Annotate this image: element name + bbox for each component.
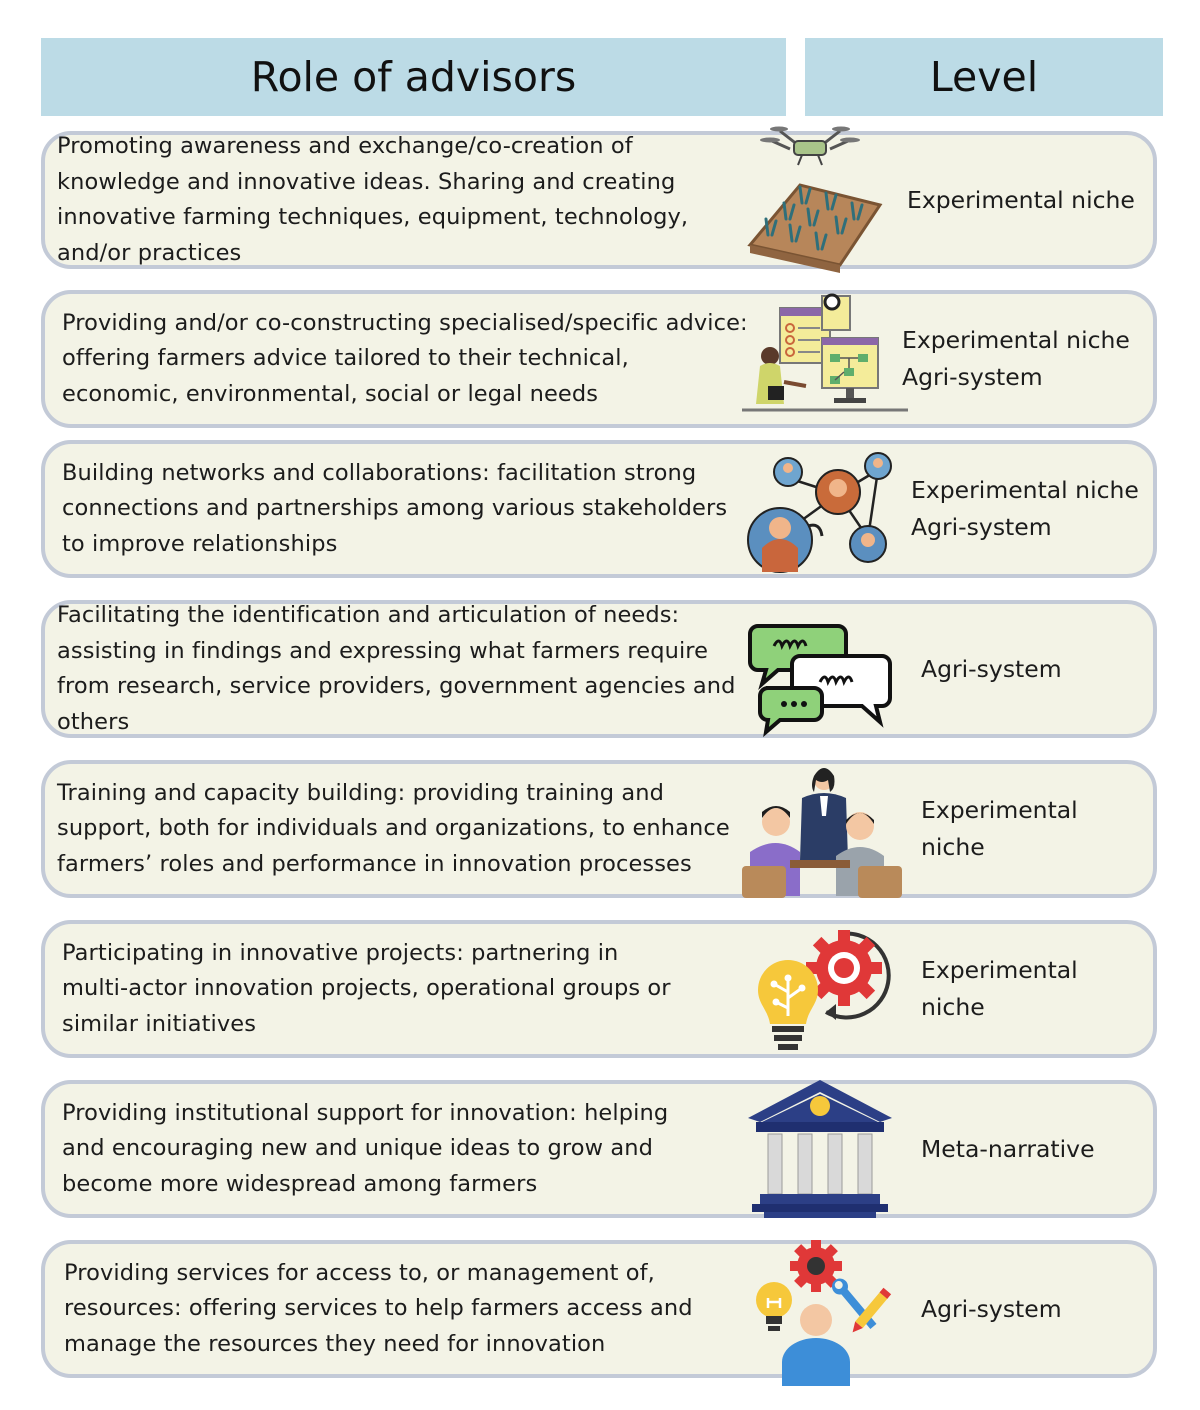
advisor-role-row [41, 1240, 1157, 1378]
level-label: Agri-system [902, 363, 1043, 391]
role-description: Providing institutional support for innovation: helping and encouraging new and unique ideas to grow and become more widespread among farmers [62, 1099, 669, 1197]
level-label: Meta-narrative [921, 1134, 1095, 1163]
level-label: Agri-system [921, 1294, 1062, 1323]
role-description: Facilitating the identification and articulation of needs: assisting in findings and expressing what farmers require from research, service providers, government agencies and others [57, 602, 736, 735]
level-label: Experimental niche [902, 326, 1130, 354]
level-label: Experimental niche [907, 185, 1135, 214]
level-cell [921, 1244, 1143, 1374]
level-cell [907, 135, 1143, 265]
role-description: Participating in innovative projects: partnering in multi-actor innovation projects, operational groups or similar initiatives [62, 939, 671, 1037]
level-label: Agri-system [911, 513, 1052, 541]
level-label: Experimental niche [921, 956, 1078, 1021]
level-header: Level [805, 38, 1163, 116]
person-resources-icon [740, 1236, 900, 1386]
role-description: Building networks and collaborations: facilitation strong connections and partnerships among various stakeholders to improve relationships [62, 459, 728, 557]
role-description: Promoting awareness and exchange/co-creation of knowledge and innovative ideas. Sharing and creating innovative farming techniques, equipment, technology, and/or practices [57, 133, 689, 266]
network-people-icon [740, 436, 900, 586]
level-cell [921, 764, 1143, 894]
drone-farm-icon [740, 127, 900, 277]
level-cell [921, 924, 1143, 1054]
advisor-role-row [41, 131, 1157, 269]
role-description: Training and capacity building: providing training and support, both for individuals and organizations, to enhance farmers’ roles and performance in innovation processes [57, 779, 730, 877]
training-meeting-icon [740, 756, 900, 906]
level-cell [921, 604, 1143, 734]
level-cell [911, 444, 1143, 574]
level-label: Agri-system [921, 654, 1062, 683]
advisor-role-row [41, 1080, 1157, 1218]
role-description: Providing services for access to, or management of, resources: offering services to help farmers access and manage the resources they need for innovation [64, 1259, 693, 1357]
level-label: Experimental niche [921, 796, 1078, 861]
advisor-role-row [41, 600, 1157, 738]
advisor-role-row [41, 760, 1157, 898]
role-description: Providing and/or co-constructing specialised/specific advice: offering farmers advice tailored to their technical, economic, environmental, social or legal needs [62, 309, 748, 407]
lightbulb-gear-icon [740, 916, 900, 1066]
advisor-role-row [41, 440, 1157, 578]
institution-building-icon [740, 1076, 900, 1226]
level-label: Experimental niche [911, 476, 1139, 504]
level-cell [921, 1084, 1143, 1214]
level-cell [902, 294, 1143, 424]
role-of-advisors-header: Role of advisors [41, 38, 786, 116]
advisor-role-row [41, 920, 1157, 1058]
advisor-role-row [41, 290, 1157, 428]
speech-bubbles-icon [740, 596, 900, 746]
advice-screen-icon [740, 286, 900, 436]
